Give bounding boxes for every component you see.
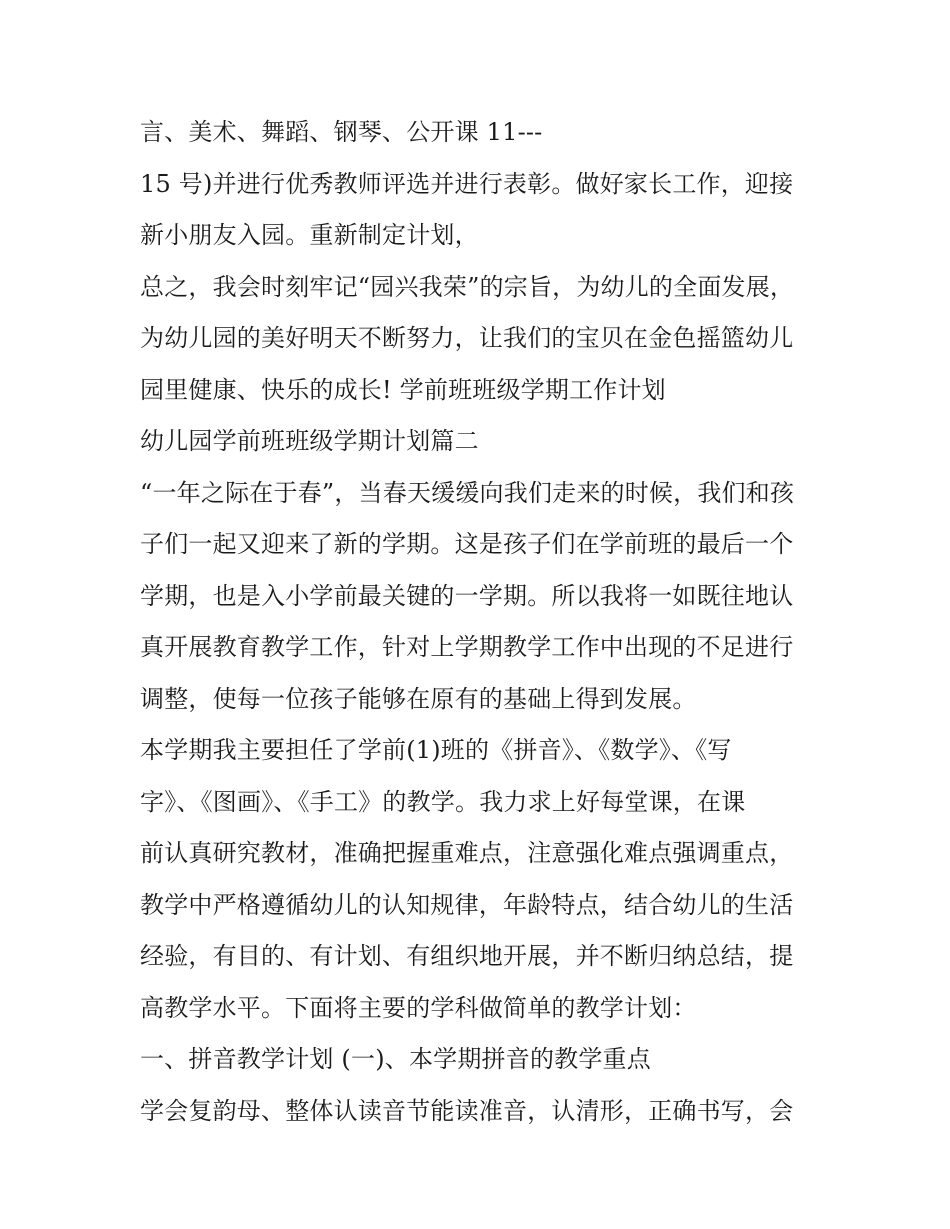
text-line: 15 号)并进行优秀教师评选并进行表彰。做好家长工作，迎接 xyxy=(140,169,794,198)
text-line: 新小朋友入园。重新制定计划， xyxy=(140,221,479,249)
text-line: 总之，我会时刻牢记“园兴我荣”的宗旨，为幼儿的全面发展， xyxy=(140,272,795,301)
body-text xyxy=(140,107,820,1137)
text-line: 学期，也是入小学前最关键的一学期。所以我将一如既往地认 xyxy=(140,581,794,610)
text-line: 经验，有目的、有计划、有组织地开展，并不断归纳总结，提 xyxy=(140,942,794,970)
text-line: 学会复韵母、整体认读音节能读准音，认清形，正确书写，会 xyxy=(140,1096,794,1125)
text-line: 前认真研究教材，准确把握重难点，注意强化难点强调重点， xyxy=(140,839,794,867)
text-line: 本学期我主要担任了学前(1)班的《拼音》、《数学》、《写 xyxy=(140,736,732,764)
text-line: “一年之际在于春”，当春天缓缓向我们走来的时候，我们和孩 xyxy=(140,478,795,507)
text-line: 园里健康、快乐的成长! 学前班班级学期工作计划 xyxy=(140,375,666,404)
text-line: 高教学水平。下面将主要的学科做简单的教学计划： xyxy=(140,993,697,1022)
text-line: 子们一起又迎来了新的学期。这是孩子们在学前班的最后一个 xyxy=(140,530,794,558)
text-line: 真开展教育教学工作，针对上学期教学工作中出现的不足进行 xyxy=(140,633,794,661)
section-heading: 幼儿园学前班班级学期计划篇二 xyxy=(140,427,479,455)
section-heading: 一、拼音教学计划 (一)、本学期拼音的教学重点 xyxy=(140,1045,651,1073)
text-line: 调整，使每一位孩子能够在原有的基础上得到发展。 xyxy=(140,684,697,713)
text-line: 字》、《图画》、《手工》的教学。我力求上好每堂课，在课 xyxy=(140,787,746,816)
text-line: 教学中严格遵循幼儿的认知规律，年龄特点，结合幼儿的生活 xyxy=(140,890,794,919)
text-line: 为幼儿园的美好明天不断努力，让我们的宝贝在金色摇篮幼儿 xyxy=(140,324,794,352)
text-line: 言、美术、舞蹈、钢琴、公开课 11--- xyxy=(140,118,543,146)
